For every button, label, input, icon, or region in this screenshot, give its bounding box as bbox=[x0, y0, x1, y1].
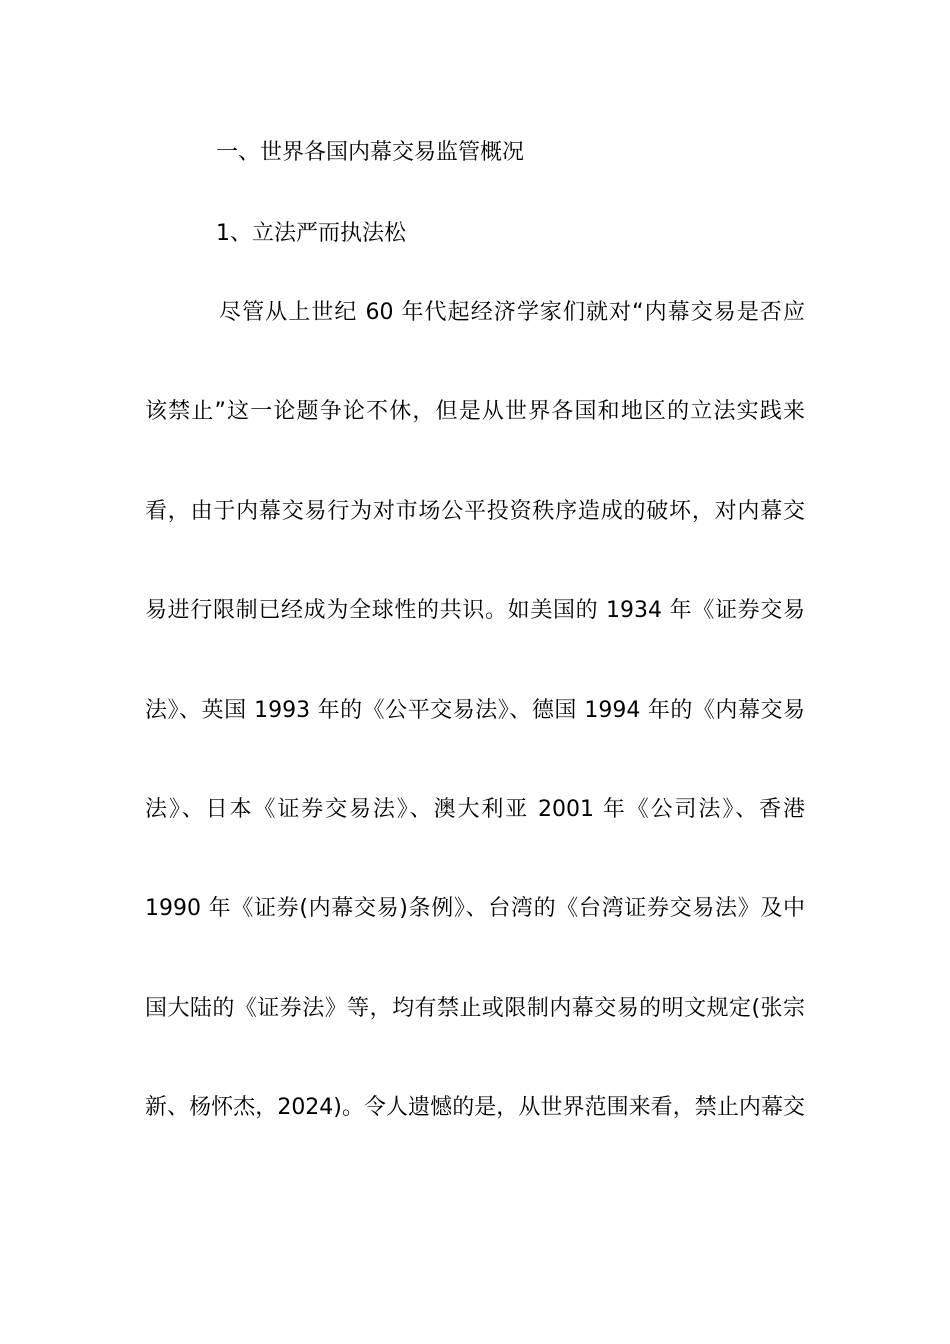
paragraph-line: 法》、英国 1993 年的《公平交易法》、德国 1994 年的《内幕交易 bbox=[145, 698, 805, 723]
paragraph-line: 新、杨怀杰，2024)。令人遗憾的是，从世界范围来看，禁止内幕交 bbox=[145, 1095, 805, 1120]
paragraph-line: 易进行限制已经成为全球性的共识。如美国的 1934 年《证券交易 bbox=[145, 598, 805, 623]
paragraph-line: 法》、日本《证券交易法》、澳大利亚 2001 年《公司法》、香港 bbox=[145, 797, 805, 822]
paragraph-line: 看，由于内幕交易行为对市场公平投资秩序造成的破坏，对内幕交 bbox=[145, 499, 805, 524]
section-heading: 一、世界各国内幕交易监管概况 bbox=[216, 140, 525, 165]
subsection-heading: 1、立法严而执法松 bbox=[216, 221, 406, 246]
paragraph-line: 国大陆的《证券法》等，均有禁止或限制内幕交易的明文规定(张宗 bbox=[145, 996, 805, 1021]
paragraph-line: 1990 年《证券(内幕交易)条例》、台湾的《台湾证券交易法》及中 bbox=[145, 896, 805, 921]
paragraph-line: 该禁止”这一论题争论不休，但是从世界各国和地区的立法实践来 bbox=[145, 399, 805, 424]
paragraph-line: 尽管从上世纪 60 年代起经济学家们就对“内幕交易是否应 bbox=[219, 300, 805, 325]
